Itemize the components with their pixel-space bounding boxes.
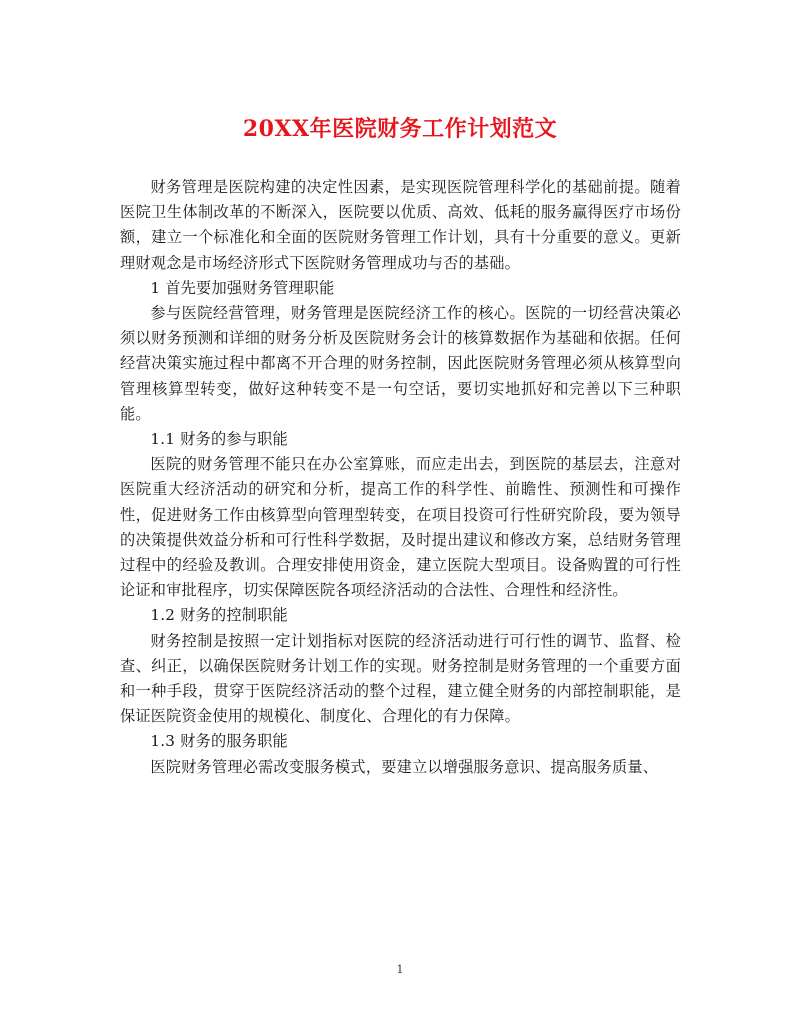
section-heading-1-2: 1.2 财务的控制职能 [150,606,288,625]
paragraph-section-1: 参与医院经营管理，财务管理是医院经济工作的核心。医院的一切经营决策必须以财务预测和详细的财务分析及医院财务会计的核算数据作为基础和依据。任何经营决策实施过程中都离不开合理的财务控制，因此医院财务管理必须从核算型向管理核算型转变，做好这种转变不是一句空话，要切实地抓好和完善以下三种职能。 [120,304,681,423]
document-title: 20XX年医院财务工作计划范文 [242,116,558,142]
document-body [120,175,681,780]
section-heading-1-1: 1.1 财务的参与职能 [150,430,288,449]
paragraph-section-1-2: 财务控制是按照一定计划指标对医院的经济活动进行可行性的调节、监督、检查、纠正，以确保医院财务计划工作的实现。财务控制是财务管理的一个重要方面和一种手段，贯穿于医院经济活动的整个过程，建立健全财务的内部控制职能，是保证医院资金使用的规模化、制度化、合理化的有力保障。 [120,631,681,726]
paragraph-section-1-3: 医院财务管理必需改变服务模式，要建立以增强服务意识、提高服务质量、 [150,757,659,776]
section-heading-1: 1 首先要加强财务管理职能 [150,278,335,297]
section-heading-1-3: 1.3 财务的服务职能 [150,732,288,751]
page-number: 1 [396,963,404,976]
paragraph-intro: 财务管理是医院构建的决定性因素，是实现医院管理科学化的基础前提。随着医院卫生体制改革的不断深入，医院要以优质、高效、低耗的服务赢得医疗市场份额，建立一个标准化和全面的医院财务管理工作计划，具有十分重要的意义。更新理财观念是市场经济形式下医院财务管理成功与否的基础。 [120,178,681,272]
paragraph-section-1-1: 医院的财务管理不能只在办公室算账，而应走出去，到医院的基层去，注意对医院重大经济活动的研究和分析，提高工作的科学性、前瞻性、预测性和可操作性，促进财务工作由核算型向管理型转变，在项目投资可行性研究阶段，要为领导的决策提供效益分析和可行性科学数据，及时提出建议和修改方案，总结财务管理过程中的经验及教训。合理安排使用资金，建立医院大型项目。设备购置的可行性论证和审批程序，切实保障医院各项经济活动的合法性、合理性和经济性。 [120,455,681,600]
